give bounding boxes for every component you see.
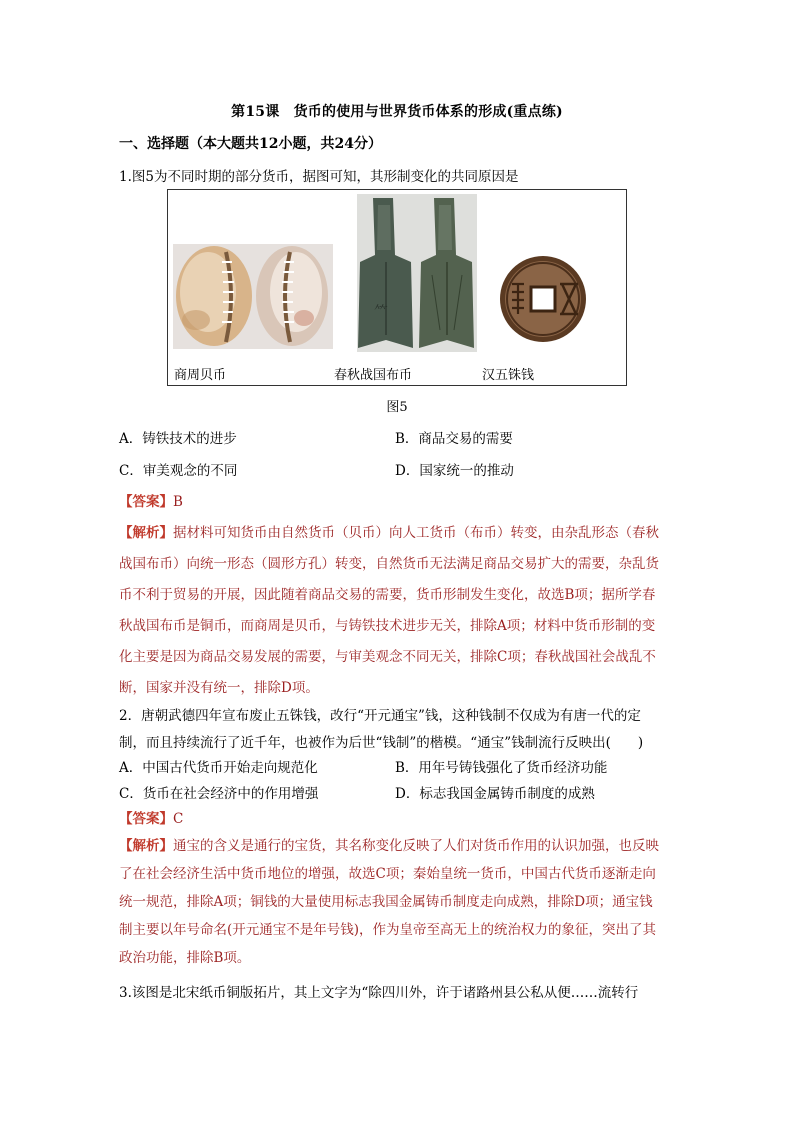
q1-analysis-line-4: 秋战国布币是铜币，而商周是贝币，与铸铁技术进步无关，排除A项；材料中货币形制的变 xyxy=(119,618,656,634)
q1-answer xyxy=(119,490,183,510)
analysis-tag: 【解析】 xyxy=(119,525,173,541)
q1-analysis-line-5: 化主要是因为商品交易发展的需要，与审美观念不同无关，排除C项；春秋战国社会战乱不 xyxy=(119,649,656,665)
q2-analysis-line-3: 统一规范，排除A项；铜钱的大量使用标志我国金属铸币制度走向成熟，排除D项；通宝钱 xyxy=(119,894,653,910)
q1-analysis-line-3: 币不利于贸易的开展，因此随着商品交易的需要，货币形制发生变化，故选B项；据所学春 xyxy=(119,587,656,603)
section-heading: 一、选择题（本大题共12小题，共24分） xyxy=(119,136,382,152)
analysis-tag: 【解析】 xyxy=(119,838,173,854)
label-wuzhu-coin: 汉五铢钱 xyxy=(482,368,535,383)
figure-caption: 图5 xyxy=(386,400,408,415)
q2-option-d: D．标志我国金属铸币制度的成熟 xyxy=(395,786,595,802)
wuzhu-coin xyxy=(500,256,586,342)
label-spade-coin: 春秋战国布币 xyxy=(334,368,413,383)
q2-stem-line-2: 制，而且持续流行了近千年，也被作为后世“钱制”的楷模。“通宝”钱制流行反映出( ) xyxy=(119,735,644,751)
answer-tag: 【答案】 xyxy=(119,494,173,510)
q2-option-b: B．用年号铸钱强化了货币经济功能 xyxy=(395,760,608,776)
q1-stem: 1.图5为不同时期的部分货币，据图可知，其形制变化的共同原因是 xyxy=(119,169,519,185)
q2-option-a: A．中国古代货币开始走向规范化 xyxy=(119,760,318,776)
svg-text:⺮: ⺮ xyxy=(374,304,388,320)
q2-analysis-line-2: 了在社会经济生活中货币地位的增强，故选C项；秦始皇统一货币，中国古代货币逐渐走向 xyxy=(119,866,656,882)
cowrie-shell-right xyxy=(256,246,328,346)
q2-answer xyxy=(119,807,183,827)
lesson-title: 第15课 货币的使用与世界货币体系的形成(重点练) xyxy=(231,104,563,120)
cowrie-shell-left xyxy=(176,246,252,346)
q2-analysis-line-1: 【解析】通宝的含义是通行的宝货，其名称变化反映了人们对货币作用的认识加强，也反映 xyxy=(119,838,659,854)
answer-value: C xyxy=(173,811,184,827)
q2-stem-line-1: 2．唐朝武德四年宣布废止五铢钱，改行“开元通宝”钱，这种钱制不仅成为有唐一代的定 xyxy=(119,708,641,724)
q1-option-c: C．审美观念的不同 xyxy=(119,463,238,479)
label-shang-zhou-shell: 商周贝币 xyxy=(174,368,227,383)
q1-analysis-line-1: 【解析】据材料可知货币由自然货币（贝币）向人工货币（布币）转变，由杂乱形态（春秋 xyxy=(119,525,659,541)
q2-analysis-line-5: 政治功能，排除B项。 xyxy=(119,950,251,966)
q1-option-a: A．铸铁技术的进步 xyxy=(119,431,237,447)
q1-analysis-line-6: 断，国家并没有统一，排除D项。 xyxy=(119,680,319,696)
q1-analysis-line-2: 战国布币）向统一形态（圆形方孔）转变，自然货币无法满足商品交易扩大的需要，杂乱货 xyxy=(119,556,659,572)
q1-option-d: D．国家统一的推动 xyxy=(395,463,514,479)
q2-analysis-line-4: 制主要以年号命名(开元通宝不是年号钱)，作为皇帝至高无上的统治权力的象征，突出了其 xyxy=(119,922,657,938)
answer-value: B xyxy=(173,494,183,510)
answer-tag: 【答案】 xyxy=(119,811,173,827)
q2-option-c: C．货币在社会经济中的作用增强 xyxy=(119,786,319,802)
q1-option-b: B．商品交易的需要 xyxy=(395,431,513,447)
q3-stem: 3.该图是北宋纸币铜版拓片，其上文字为“除四川外，许于诸路州县公私从便……流转行 xyxy=(119,985,639,1001)
